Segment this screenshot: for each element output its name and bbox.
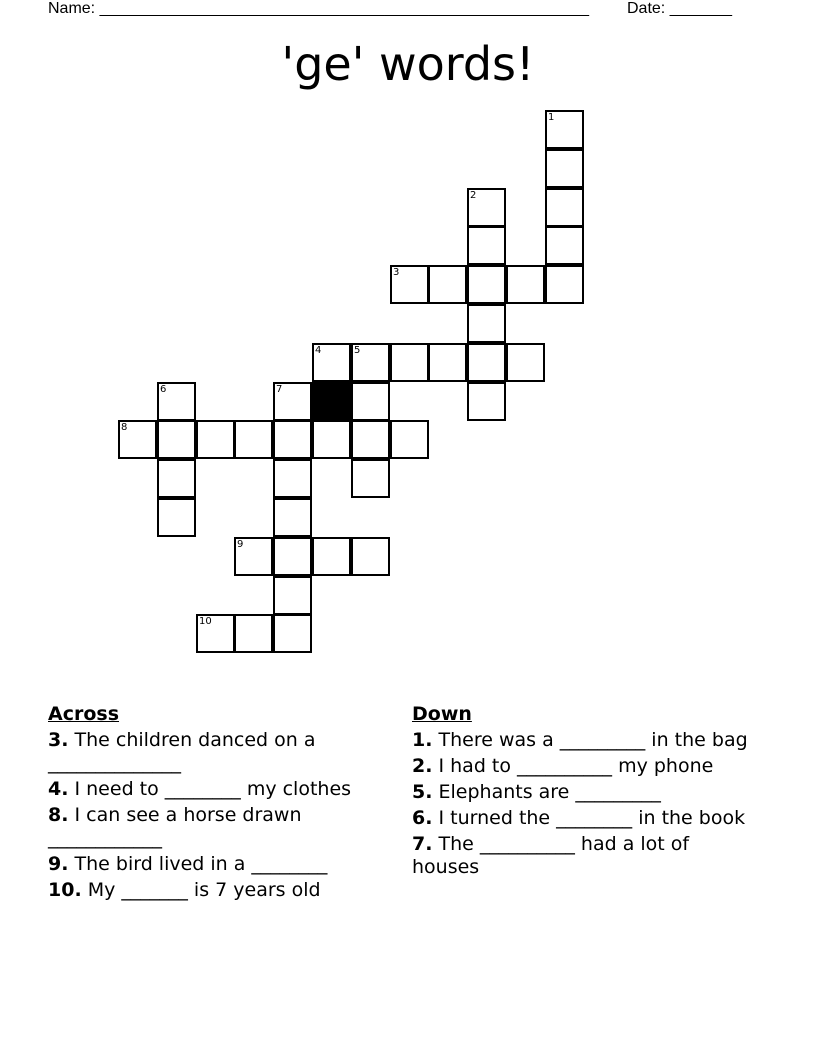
clue-number: 7. <box>412 833 433 855</box>
clue-number: 6. <box>412 807 433 829</box>
clue-across <box>48 879 383 902</box>
page-title: 'ge' words! <box>281 37 535 91</box>
crossword-cell[interactable] <box>467 188 506 227</box>
clue-number: 1. <box>412 729 433 751</box>
crossword-cell[interactable] <box>234 614 273 653</box>
clue-text: The children danced on a ______________ <box>48 729 316 774</box>
clue-text: My _______ is 7 years old <box>87 879 321 901</box>
crossword-cell[interactable] <box>545 265 584 304</box>
crossword-cell[interactable] <box>545 226 584 265</box>
crossword-cell[interactable] <box>545 110 584 149</box>
crossword-cell[interactable] <box>157 420 196 459</box>
clue-number: 10. <box>48 879 82 901</box>
crossword-cell[interactable] <box>118 420 157 459</box>
clue-number: 9. <box>48 853 69 875</box>
clue-text: There was a _________ in the bag <box>438 729 748 751</box>
name-line: Name: _______________________________________________________ <box>48 0 589 17</box>
clue-text: I need to ________ my clothes <box>74 778 352 800</box>
crossword-cell[interactable] <box>390 343 429 382</box>
crossword-cell[interactable] <box>506 265 545 304</box>
crossword-cell[interactable] <box>351 343 390 382</box>
clue-text: The __________ had a lot of houses <box>412 833 690 878</box>
crossword-cell[interactable] <box>312 537 351 576</box>
crossword-cell[interactable] <box>273 614 312 653</box>
crossword-cell[interactable] <box>157 382 196 421</box>
crossword-cell[interactable] <box>467 265 506 304</box>
crossword-cell[interactable] <box>273 498 312 537</box>
clue-down <box>412 755 752 778</box>
cell-number: 7 <box>276 384 283 395</box>
cell-number: 2 <box>470 190 477 201</box>
crossword-cell[interactable] <box>234 537 273 576</box>
crossword-cell[interactable] <box>351 420 390 459</box>
clue-text: I can see a horse drawn ____________ <box>48 804 302 849</box>
clue-number: 2. <box>412 755 433 777</box>
crossword-cell[interactable] <box>157 498 196 537</box>
crossword-cell[interactable] <box>273 420 312 459</box>
crossword-cell[interactable] <box>390 265 429 304</box>
crossword-cell[interactable] <box>467 304 506 343</box>
clue-down <box>412 781 752 804</box>
crossword-cell[interactable] <box>467 226 506 265</box>
crossword-cell[interactable] <box>273 537 312 576</box>
clue-number: 8. <box>48 804 69 826</box>
crossword-cell[interactable] <box>273 459 312 498</box>
clue-number: 3. <box>48 729 69 751</box>
across-heading: Across <box>48 703 120 725</box>
cell-number: 1 <box>548 112 555 123</box>
crossword-cell[interactable] <box>273 576 312 615</box>
clue-down <box>412 833 752 879</box>
cell-number: 8 <box>121 422 128 433</box>
down-heading: Down <box>412 703 472 725</box>
clue-text: I had to __________ my phone <box>438 755 714 777</box>
crossword-cell[interactable] <box>196 420 235 459</box>
crossword-cell[interactable] <box>390 420 429 459</box>
clue-number: 5. <box>412 781 433 803</box>
crossword-cell[interactable] <box>196 614 235 653</box>
down-clues <box>412 703 752 882</box>
crossword-cell[interactable] <box>312 420 351 459</box>
crossword-cell[interactable] <box>506 343 545 382</box>
crossword-cell[interactable] <box>428 343 467 382</box>
crossword-cell[interactable] <box>545 149 584 188</box>
clue-number: 4. <box>48 778 69 800</box>
cell-number: 5 <box>354 345 361 356</box>
crossword-cell[interactable] <box>351 537 390 576</box>
clue-text: I turned the ________ in the book <box>438 807 746 829</box>
clue-across <box>48 853 383 876</box>
crossword-cell[interactable] <box>273 382 312 421</box>
crossword-cell[interactable] <box>351 382 390 421</box>
crossword-cell[interactable] <box>467 343 506 382</box>
crossword-block <box>312 382 351 421</box>
clue-text: The bird lived in a ________ <box>74 853 328 875</box>
crossword-cell[interactable] <box>467 382 506 421</box>
clue-across <box>48 729 383 775</box>
cell-number: 9 <box>237 539 244 550</box>
cell-number: 6 <box>160 384 167 395</box>
crossword-cell[interactable] <box>545 188 584 227</box>
clue-text: Elephants are _________ <box>438 781 661 803</box>
crossword-cell[interactable] <box>428 265 467 304</box>
crossword-cell[interactable] <box>234 420 273 459</box>
across-clues <box>48 703 383 905</box>
clue-down <box>412 807 752 830</box>
date-line: Date: _______ <box>627 0 732 17</box>
cell-number: 10 <box>199 616 212 627</box>
cell-number: 4 <box>315 345 322 356</box>
crossword-cell[interactable] <box>312 343 351 382</box>
clue-across <box>48 778 383 801</box>
crossword-cell[interactable] <box>157 459 196 498</box>
clue-down <box>412 729 752 752</box>
crossword-cell[interactable] <box>351 459 390 498</box>
cell-number: 3 <box>393 267 400 278</box>
clue-across <box>48 804 383 850</box>
